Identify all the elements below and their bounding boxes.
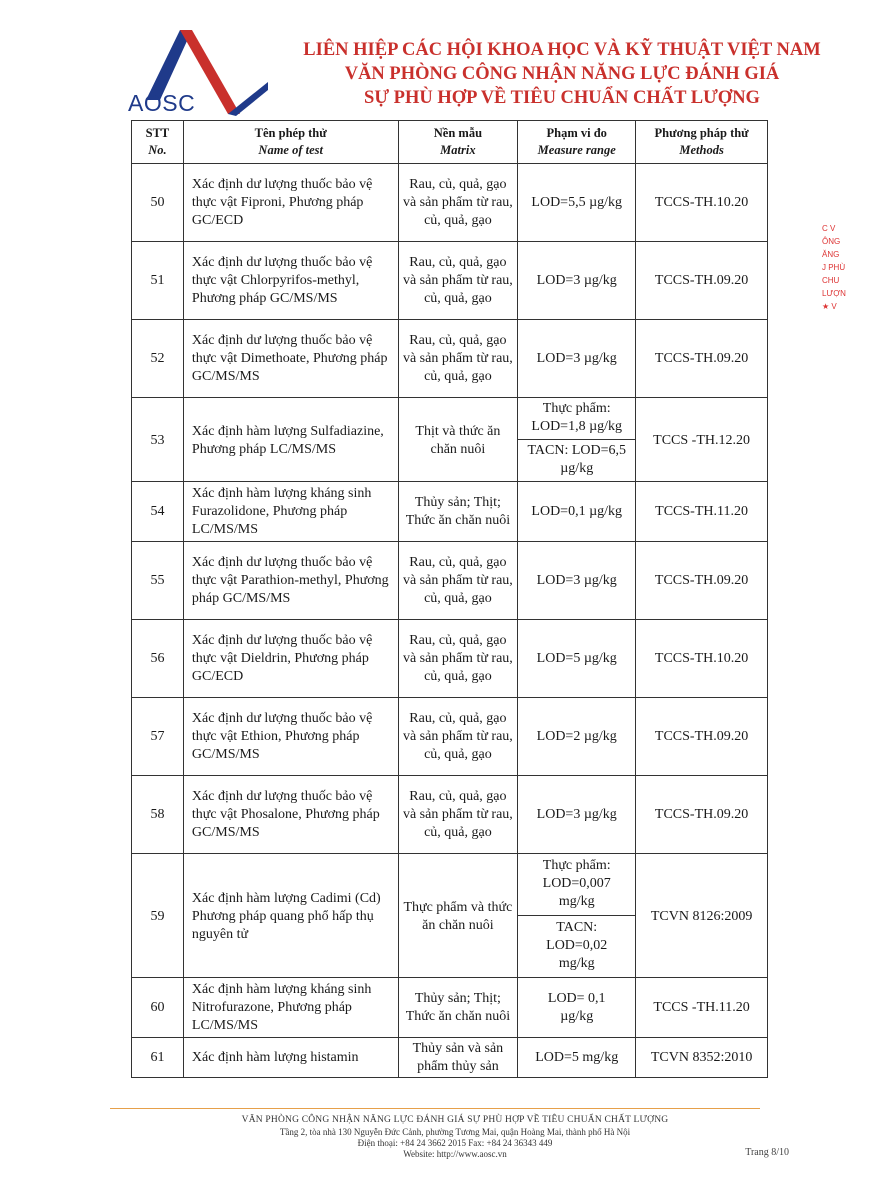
header-line-1: LIÊN HIỆP CÁC HỘI KHOA HỌC VÀ KỸ THUẬT VIỆT NAM [303,40,821,60]
header-line-2: VĂN PHÒNG CÔNG NHẬN NĂNG LỰC ĐÁNH GIÁ [344,64,780,84]
range-food: Thực phẩm: LOD=0,007 mg/kg [518,854,635,916]
table-row: 53 Xác định hàm lượng Sulfadiazine, Phương pháp LC/MS/MS Thịt và thức ăn chăn nuôi Thực phẩm: LOD=1,8 µg/kg TACN: LOD=6,5 µg/kg TCCS -TH.12.20 [132,398,768,482]
table-row: 59 Xác định hàm lượng Cadimi (Cd) Phương pháp quang phổ hấp thụ nguyên tử Thực phẩm và thức ăn chăn nuôi Thực phẩm: LOD=0,007 mg/kg TACN: LOD=0,02 mg/kg TCVN 8126:2009 [132,854,768,978]
col-range: Phạm vi đo Measure range [518,121,636,164]
col-name: Tên phép thử Name of test [183,121,398,164]
footer-address: Tầng 2, tòa nhà 130 Nguyễn Đức Cảnh, phường Tương Mai, quận Hoàng Mai, thành phố Hà Nội [279,1127,631,1137]
test-scope-table [131,120,768,1078]
page-number: Trang 8/10 [745,1147,789,1158]
table-row: 50 Xác định dư lượng thuốc bảo vệ thực vật Fipronі, Phương pháp GC/ECD Rau, củ, quả, gạo và sản phẩm từ rau, củ, quả, gạo LOD=5,5 µg/kg TCCS-TH.10.20 [132,164,768,242]
logo-text: AOSC [128,90,196,116]
col-matrix: Nền mẫu Matrix [398,121,518,164]
range-feed: TACN: LOD=0,02 mg/kg [546,920,608,971]
table-row: 54 Xác định hàm lượng kháng sinh Furazolidone, Phương pháp LC/MS/MS Thủy sản; Thịt; Thức ăn chăn nuôi LOD=0,1 µg/kg TCCS-TH.11.20 [132,482,768,542]
range-feed: TACN: LOD=6,5 µg/kg [527,443,626,476]
table-row: 60 Xác định hàm lượng kháng sinh Nitrofurazone, Phương pháp LC/MS/MS Thủy sản; Thịt; Thức ăn chăn nuôi LOD= 0,1 µg/kg TCCS -TH.11.20 [132,978,768,1038]
table-row: 56 Xác định dư lượng thuốc bảo vệ thực vật Dieldrin, Phương pháp GC/ECD Rau, củ, quả, gạo và sản phẩm từ rau, củ, quả, gạo LOD=5 µg/kg TCCS-TH.10.20 [132,620,768,698]
red-stamp-fragment: C V ÔNG ĂNG J PHÙ CHU LƯỢN ★ V [822,224,846,311]
footer-phone: Điện thoại: +84 24 3662 2015 Fax: +84 24 36343 449 [357,1138,553,1148]
col-stt: STT No. [132,121,184,164]
col-method: Phương pháp thử Methods [636,121,768,164]
footer-website: Website: http://www.aosc.vn [403,1149,507,1159]
footer-divider [110,1108,760,1109]
table-row: 51 Xác định dư lượng thuốc bảo vệ thực vật Chlorpyrifos-methyl, Phương pháp GC/MS/MS Rau, củ, quả, gạo và sản phẩm từ rau, củ, quả, gạo LOD=3 µg/kg TCCS-TH.09.20 [132,242,768,320]
table-row: 58 Xác định dư lượng thuốc bảo vệ thực vật Phosalone, Phương pháp GC/MS/MS Rau, củ, quả, gạo và sản phẩm từ rau, củ, quả, gạo LOD=3 µg/kg TCCS-TH.09.20 [132,776,768,854]
range-food: Thực phẩm: LOD=1,8 µg/kg [518,398,635,440]
footer-org: VĂN PHÒNG CÔNG NHẬN NĂNG LỰC ĐÁNH GIÁ SỰ PHÙ HỢP VỀ TIÊU CHUẨN CHẤT LƯỢNG [241,1115,669,1125]
table-row: 57 Xác định dư lượng thuốc bảo vệ thực vật Ethion, Phương pháp GC/MS/MS Rau, củ, quả, gạo và sản phẩm từ rau, củ, quả, gạo LOD=2 µg/kg TCCS-TH.09.20 [132,698,768,776]
header-line-3: SỰ PHÙ HỢP VỀ TIÊU CHUẨN CHẤT LƯỢNG [364,88,760,108]
table-row: 55 Xác định dư lượng thuốc bảo vệ thực vật Parathion-methyl, Phương pháp GC/MS/MS Rau, củ, quả, gạo và sản phẩm từ rau, củ, quả, gạo LOD=3 µg/kg TCCS-TH.09.20 [132,542,768,620]
table-row: 61 Xác định hàm lượng histamin Thủy sản và sản phẩm thủy sản LOD=5 mg/kg TCVN 8352:2010 [132,1038,768,1078]
table-row: 52 Xác định dư lượng thuốc bảo vệ thực vật Dimethoate, Phương pháp GC/MS/MS Rau, củ, quả, gạo và sản phẩm từ rau, củ, quả, gạo LOD=3 µg/kg TCCS-TH.09.20 [132,320,768,398]
table-header-row [132,121,768,164]
